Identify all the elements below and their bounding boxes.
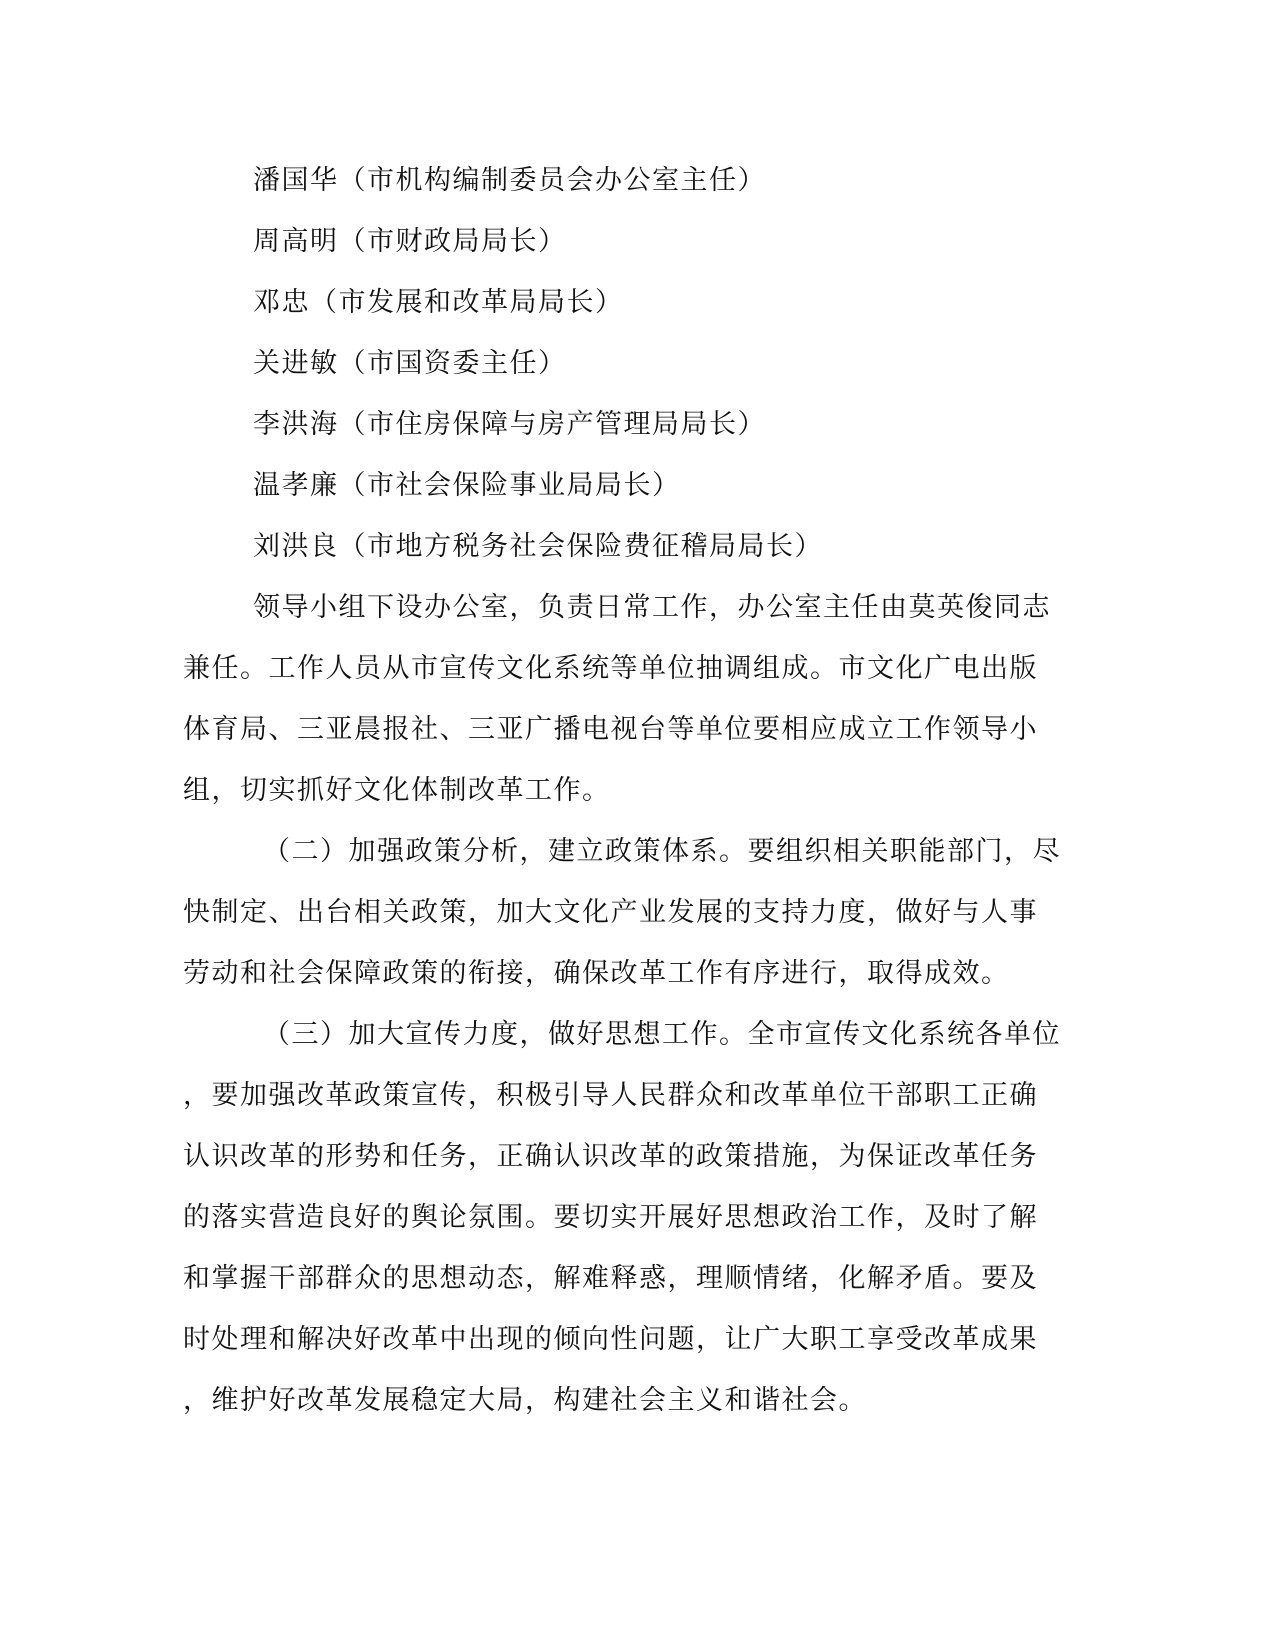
member-list — [183, 150, 1073, 577]
paragraph-line: （三）加大宣传力度，做好思想工作。全市宣传文化系统各单位 — [263, 1019, 1061, 1050]
member-item: 刘洪良（市地方税务社会保险费征稽局局长） — [253, 531, 823, 562]
paragraph-policy — [183, 821, 1073, 1004]
paragraph-line: 和掌握干部群众的思想动态，解难释惑，理顺情绪，化解矛盾。要及 — [183, 1263, 1038, 1294]
member-item: 关进敏（市国资委主任） — [253, 348, 567, 379]
paragraph-line: ，要加强改革政策宣传，积极引导人民群众和改革单位干部职工正确 — [183, 1080, 1038, 1111]
paragraph-line: 的落实营造良好的舆论氛围。要切实开展好思想政治工作，及时了解 — [183, 1202, 1038, 1233]
paragraph-office — [183, 577, 1073, 821]
paragraph-line: 兼任。工作人员从市宣传文化系统等单位抽调组成。市文化广电出版 — [183, 653, 1038, 684]
paragraph-line: （二）加强政策分析，建立政策体系。要组织相关职能部门，尽 — [263, 836, 1061, 867]
paragraph-line: 快制定、出台相关政策，加大文化产业发展的支持力度，做好与人事 — [183, 897, 1038, 928]
paragraph-line: 时处理和解决好改革中出现的倾向性问题，让广大职工享受改革成果 — [183, 1324, 1038, 1355]
paragraph-line: 认识改革的形势和任务，正确认识改革的政策措施，为保证改革任务 — [183, 1141, 1038, 1172]
member-item: 周高明（市财政局局长） — [253, 226, 567, 257]
paragraph-line: 领导小组下设办公室，负责日常工作，办公室主任由莫英俊同志 — [253, 592, 1051, 623]
document-body — [183, 150, 1073, 1431]
paragraph-line: 组，切实抓好文化体制改革工作。 — [183, 775, 611, 806]
member-item: 李洪海（市住房保障与房产管理局局长） — [253, 409, 766, 440]
member-item: 潘国华（市机构编制委员会办公室主任） — [253, 165, 766, 196]
paragraph-line: 劳动和社会保障政策的衔接，确保改革工作有序进行，取得成效。 — [183, 958, 1010, 989]
paragraph-publicity — [183, 1004, 1073, 1431]
member-item: 邓忠（市发展和改革局局长） — [253, 287, 624, 318]
member-item: 温孝廉（市社会保险事业局局长） — [253, 470, 681, 501]
paragraph-line: ，维护好改革发展稳定大局，构建社会主义和谐社会。 — [183, 1385, 867, 1416]
paragraph-line: 体育局、三亚晨报社、三亚广播电视台等单位要相应成立工作领导小 — [183, 714, 1038, 745]
